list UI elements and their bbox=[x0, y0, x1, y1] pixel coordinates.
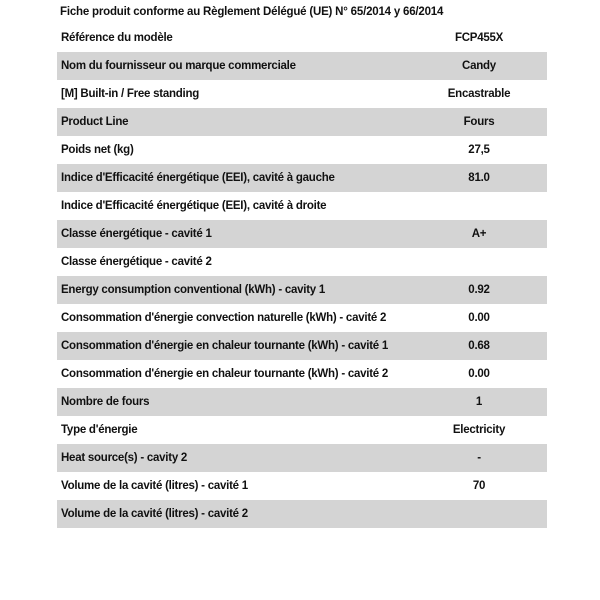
row-label: Classe énergétique - cavité 2 bbox=[61, 256, 212, 268]
table-row-natural-convection-2 bbox=[57, 304, 547, 332]
row-value: Encastrable bbox=[447, 88, 511, 100]
row-label: [M] Built-in / Free standing bbox=[61, 88, 200, 100]
row-value: 0.68 bbox=[468, 340, 490, 352]
table-row-cavity-volume-2 bbox=[57, 500, 547, 528]
table-row-eei-left bbox=[57, 164, 547, 192]
row-label: Energy consumption conventional (kWh) - cavity 1 bbox=[61, 284, 326, 296]
product-sheet bbox=[57, 0, 547, 528]
row-value: 0.92 bbox=[468, 284, 490, 296]
row-label: Nombre de fours bbox=[61, 396, 150, 408]
row-value: 70 bbox=[472, 480, 486, 492]
table-row-eei-right bbox=[57, 192, 547, 220]
table-row-fan-forced-2 bbox=[57, 360, 547, 388]
table-row-conventional-consumption-1 bbox=[57, 276, 547, 304]
table-row-net-weight bbox=[57, 136, 547, 164]
row-label: Indice d'Efficacité énergétique (EEI), cavité à droite bbox=[61, 200, 327, 212]
row-value: A+ bbox=[471, 228, 487, 240]
row-label: Nom du fournisseur ou marque commerciale bbox=[61, 60, 296, 72]
row-label: Volume de la cavité (litres) - cavité 2 bbox=[61, 508, 248, 520]
row-label: Product Line bbox=[61, 116, 129, 128]
row-value: 27,5 bbox=[468, 144, 490, 156]
row-label: Heat source(s) - cavity 2 bbox=[61, 452, 188, 464]
row-label: Poids net (kg) bbox=[61, 144, 134, 156]
row-value: Candy bbox=[462, 60, 496, 72]
table-row-heat-source-2 bbox=[57, 444, 547, 472]
row-label: Consommation d'énergie en chaleur tournante (kWh) - cavité 2 bbox=[61, 368, 389, 380]
table-row-energy-class-1 bbox=[57, 220, 547, 248]
row-value: Fours bbox=[463, 116, 495, 128]
row-label: Type d'énergie bbox=[61, 424, 138, 436]
row-value: 81.0 bbox=[468, 172, 490, 184]
row-label: Consommation d'énergie convection naturelle (kWh) - cavité 2 bbox=[61, 312, 387, 324]
table-row-energy-class-2 bbox=[57, 248, 547, 276]
row-label: Volume de la cavité (litres) - cavité 1 bbox=[61, 480, 248, 492]
row-value: FCP455X bbox=[454, 32, 504, 44]
row-label: Indice d'Efficacité énergétique (EEI), cavité à gauche bbox=[61, 172, 335, 184]
table-row-supplier bbox=[57, 52, 547, 80]
row-value: 1 bbox=[475, 396, 483, 408]
row-value: 0.00 bbox=[468, 312, 490, 324]
table-row-product-line bbox=[57, 108, 547, 136]
row-value: 0.00 bbox=[468, 368, 490, 380]
table-row-cavity-volume-1 bbox=[57, 472, 547, 500]
row-value: Electricity bbox=[452, 424, 506, 436]
row-label: Référence du modèle bbox=[61, 32, 173, 44]
table-row-number-of-ovens bbox=[57, 388, 547, 416]
row-label: Classe énergétique - cavité 1 bbox=[61, 228, 212, 240]
row-value: - bbox=[477, 452, 481, 464]
row-label: Consommation d'énergie en chaleur tournante (kWh) - cavité 1 bbox=[61, 340, 389, 352]
table-row-model-reference bbox=[57, 24, 547, 52]
table-row-fan-forced-1 bbox=[57, 332, 547, 360]
table-row-energy-type bbox=[57, 416, 547, 444]
table-row-installation-type bbox=[57, 80, 547, 108]
document-title: Fiche produit conforme au Règlement Délégué (UE) N° 65/2014 y 66/2014 bbox=[60, 6, 444, 18]
